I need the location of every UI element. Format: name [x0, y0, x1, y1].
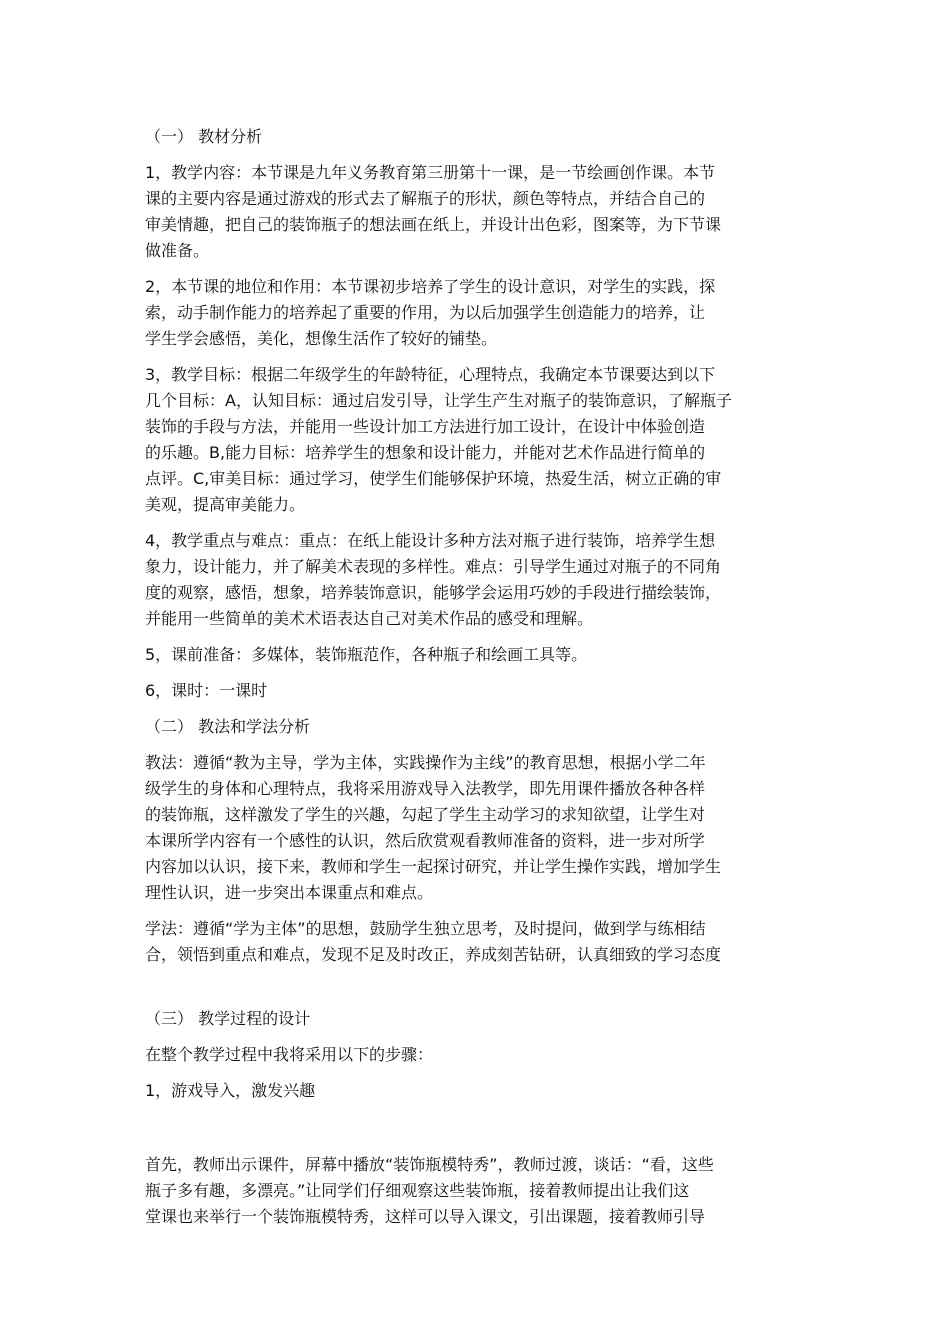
text-line: 几个目标：A，认知目标：通过启发引导，让学生产生对瓶子的装饰意识，了解瓶子 — [145, 391, 732, 410]
text-line: 学法：遵循“学为主体”的思想，鼓励学生独立思考，及时提问，做到学与练相结 — [145, 919, 706, 938]
paragraph-key-points — [145, 528, 807, 632]
text-line: 3，教学目标：根据二年级学生的年龄特征，心理特点，我确定本节课要达到以下 — [145, 365, 716, 384]
text-line: 在整个教学过程中我将采用以下的步骤： — [145, 1045, 434, 1064]
paragraph-learning-method — [145, 916, 807, 968]
paragraph-step-1 — [145, 1078, 807, 1104]
text-line: 象力，设计能力，并了解美术表现的多样性。难点：引导学生通过对瓶子的不同角 — [145, 557, 722, 576]
paragraph-first-step-detail — [145, 1152, 807, 1230]
text-line: 合，领悟到重点和难点，发现不足及时改正，养成刻苦钻研，认真细致的学习态度 — [145, 945, 722, 964]
text-line: 美观，提高审美能力。 — [145, 495, 306, 514]
text-line: 4，教学重点与难点：重点：在纸上能设计多种方法对瓶子进行装饰，培养学生想 — [145, 531, 716, 550]
text-line: 瓶子多有趣，多漂亮。”让同学们仔细观察这些装饰瓶，接着教师提出让我们这 — [145, 1181, 690, 1200]
paragraph-teaching-method — [145, 750, 807, 906]
text-line: 做准备。 — [145, 241, 210, 260]
text-line: 首先，教师出示课件，屏幕中播放“装饰瓶模特秀”，教师过渡，谈话：“看，这些 — [145, 1155, 714, 1174]
text-line: 1，游戏导入，激发兴趣 — [145, 1081, 316, 1100]
spacer — [145, 1114, 807, 1152]
section-heading-3: （三） 教学过程的设计 — [145, 1009, 311, 1028]
text-line: 教法：遵循“教为主导，学为主体，实践操作为主线”的教育思想，根据小学二年 — [145, 753, 706, 772]
text-line: 6，课时：一课时 — [145, 681, 268, 700]
text-line: 级学生的身体和心理特点，我将采用游戏导入法教学，即先用课件播放各种各样 — [145, 779, 706, 798]
paragraph-role — [145, 274, 807, 352]
text-line: 度的观察，感悟，想象，培养装饰意识，能够学会运用巧妙的手段进行描绘装饰， — [145, 583, 722, 602]
text-line: 理性认识，进一步突出本课重点和难点。 — [145, 883, 434, 902]
text-line: 1，教学内容：本节课是九年义务教育第三册第十一课，是一节绘画创作课。本节 — [145, 163, 716, 182]
paragraph-steps-intro — [145, 1042, 807, 1068]
text-line: 索，动手制作能力的培养起了重要的作用，为以后加强学生创造能力的培养，让 — [145, 303, 706, 322]
text-line: 5，课前准备：多媒体，装饰瓶范作，各种瓶子和绘画工具等。 — [145, 645, 588, 664]
text-line: 的装饰瓶，这样激发了学生的兴趣，勾起了学生主动学习的求知欲望，让学生对 — [145, 805, 706, 824]
text-line: 审美情趣，把自己的装饰瓶子的想法画在纸上，并设计出色彩，图案等，为下节课 — [145, 215, 722, 234]
paragraph-goals — [145, 362, 807, 518]
text-line: 本课所学内容有一个感性的认识，然后欣赏观看教师准备的资料，进一步对所学 — [145, 831, 706, 850]
paragraph-preparation — [145, 642, 807, 668]
document-page — [145, 124, 807, 1240]
paragraph-class-hours — [145, 678, 807, 704]
section-heading-1: （一） 教材分析 — [145, 127, 263, 146]
text-line: 的乐趣。B,能力目标：培养学生的想象和设计能力，并能对艺术作品进行简单的 — [145, 443, 706, 462]
text-line: 堂课也来举行一个装饰瓶模特秀，这样可以导入课文，引出课题，接着教师引导 — [145, 1207, 706, 1226]
text-line: 2，本节课的地位和作用：本节课初步培养了学生的设计意识，对学生的实践，探 — [145, 277, 716, 296]
text-line: 装饰的手段与方法，并能用一些设计加工方法进行加工设计，在设计中体验创造 — [145, 417, 706, 436]
text-line: 内容加以认识，接下来，教师和学生一起探讨研究，并让学生操作实践，增加学生 — [145, 857, 722, 876]
spacer — [145, 978, 807, 1006]
text-line: 并能用一些简单的美术术语表达自己对美术作品的感受和理解。 — [145, 609, 594, 628]
text-line: 点评。C,审美目标：通过学习，使学生们能够保护环境，热爱生活，树立正确的审 — [145, 469, 722, 488]
paragraph-teaching-content — [145, 160, 807, 264]
text-line: 学生学会感悟，美化，想像生活作了较好的铺垫。 — [145, 329, 498, 348]
text-line: 课的主要内容是通过游戏的形式去了解瓶子的形状，颜色等特点，并结合自己的 — [145, 189, 706, 208]
section-heading-2: （二） 教法和学法分析 — [145, 717, 311, 736]
